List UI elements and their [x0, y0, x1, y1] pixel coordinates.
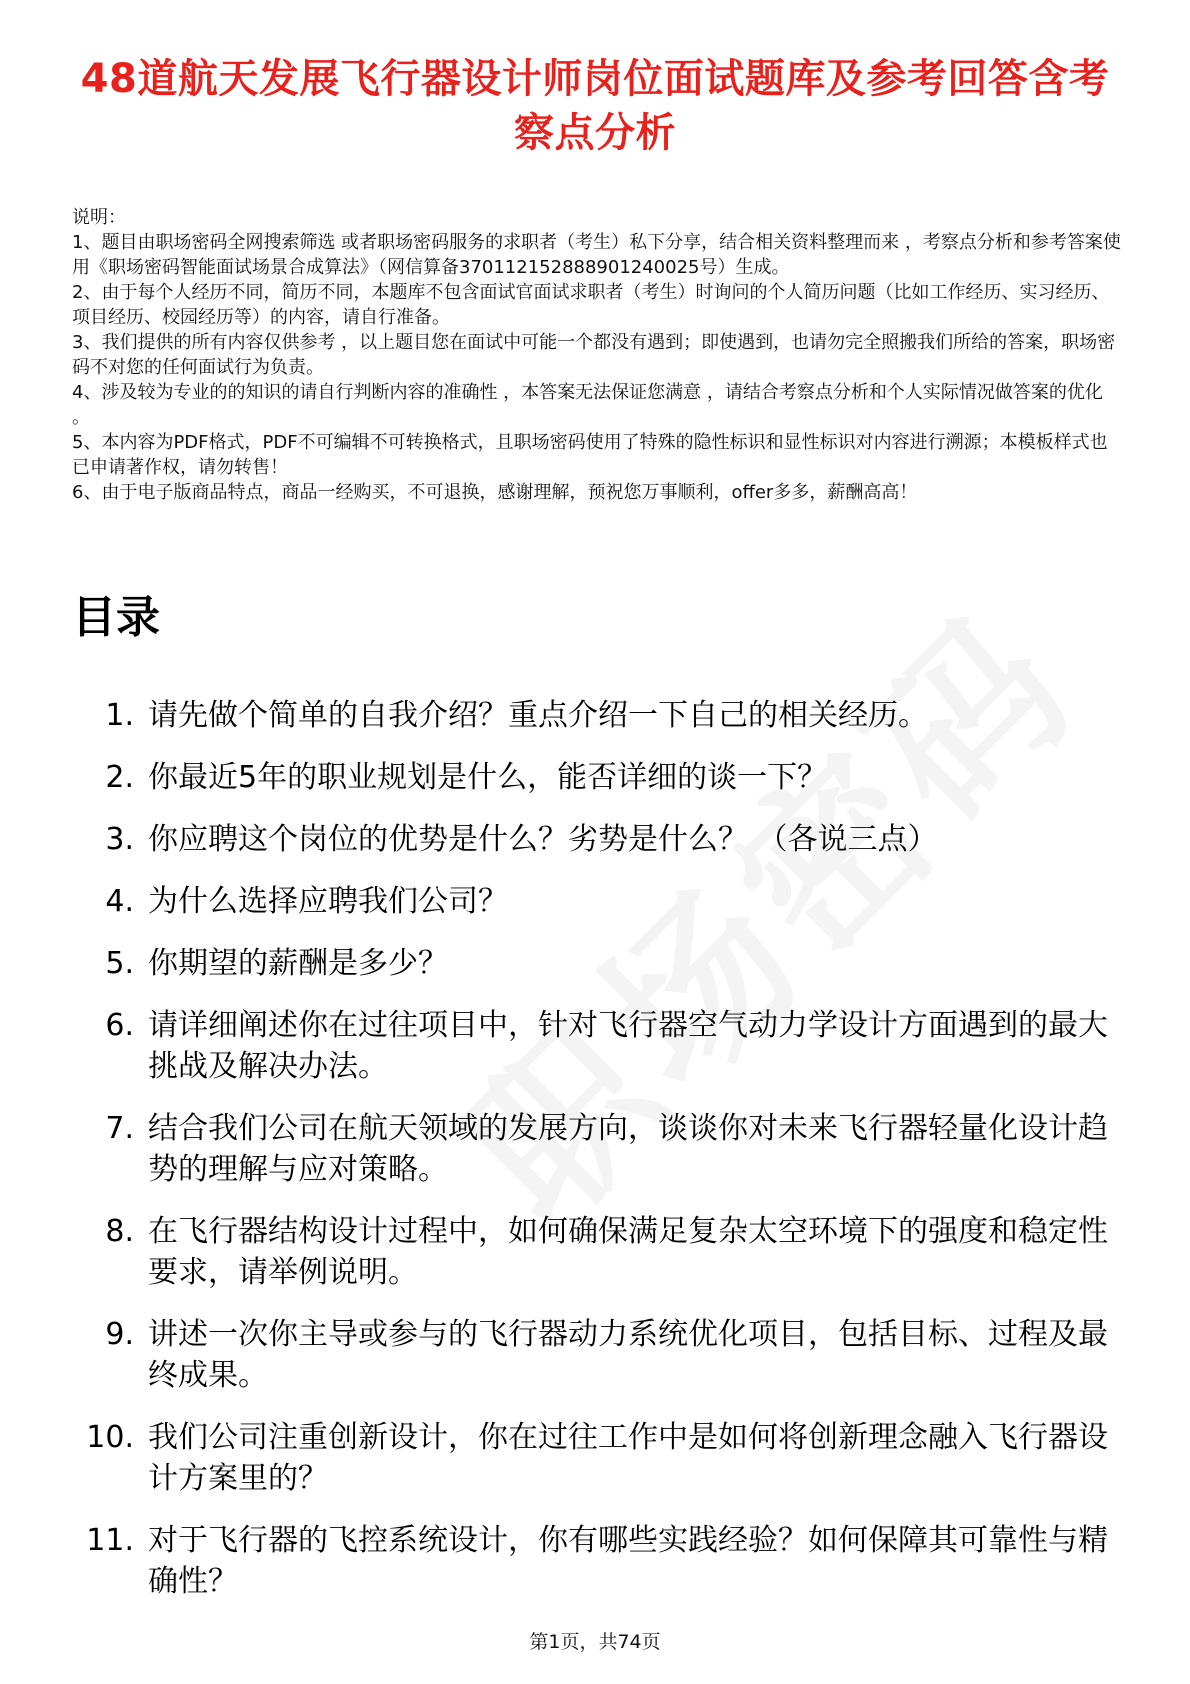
note-item: 1、题目由职场密码全网搜索筛选 或者职场密码服务的求职者（考生）私下分享，结合相关资料整理而来 ，考察点分析和参考答案使用《职场密码智能面试场景合成算法》（网信算备370112152888901240025号）生成。 — [72, 232, 1121, 278]
note-item: 4、涉及较为专业的的知识的请自行判断内容的准确性 ，本答案无法保证您满意 ，请结合考察点分析和个人实际情况做答案的优化 。 — [72, 382, 1103, 428]
toc-item-text: 你最近5年的职业规划是什么，能否详细的谈一下？ — [148, 760, 828, 795]
toc-item-text: 请详细阐述你在过往项目中，针对飞行器空气动力学设计方面遇到的最大挑战及解决办法。 — [148, 1008, 1108, 1084]
toc-item[interactable] — [72, 1005, 1132, 1087]
toc-item-text: 我们公司注重创新设计，你在过往工作中是如何将创新理念融入飞行器设计方案里的？ — [148, 1420, 1108, 1496]
toc-item[interactable] — [72, 819, 1132, 860]
notes-heading: 说明： — [72, 207, 126, 228]
notes-section — [72, 205, 1122, 505]
toc-item-text: 讲述一次你主导或参与的飞行器动力系统优化项目，包括目标、过程及最终成果。 — [148, 1317, 1108, 1393]
page-footer: 第1页，共74页 — [529, 1631, 661, 1653]
toc-list — [72, 695, 1132, 1623]
toc-item[interactable] — [72, 1108, 1132, 1190]
toc-item-text: 你应聘这个岗位的优势是什么？劣势是什么？ （各说三点） — [148, 822, 938, 857]
toc-item-number: 6. — [105, 1008, 134, 1043]
toc-item-number: 4. — [105, 884, 134, 919]
toc-item[interactable] — [72, 1417, 1132, 1499]
toc-item[interactable] — [72, 943, 1132, 984]
toc-item-text: 对于飞行器的飞控系统设计，你有哪些实践经验？如何保障其可靠性与精确性？ — [148, 1523, 1108, 1599]
toc-item-text: 你期望的薪酬是多少？ — [148, 946, 448, 981]
note-item: 5、本内容为PDF格式，PDF不可编辑不可转换格式，且职场密码使用了特殊的隐性标识和显性标识对内容进行溯源；本模板样式也已申请著作权，请勿转售！ — [72, 432, 1108, 478]
note-item: 3、我们提供的所有内容仅供参考 ，以上题目您在面试中可能一个都没有遇到；即使遇到，也请勿完全照搬我们所给的答案，职场密码不对您的任何面试行为负责。 — [72, 332, 1116, 378]
toc-item[interactable] — [72, 1211, 1132, 1293]
document-title: 48道航天发展飞行器设计师岗位面试题库及参考回答含考察点分析 — [80, 56, 1110, 156]
toc-item-number: 1. — [105, 698, 134, 733]
note-item: 6、由于电子版商品特点，商品一经购买，不可退换，感谢理解，预祝您万事顺利，offer多多，薪酬高高！ — [72, 482, 918, 503]
toc-item-number: 2. — [105, 760, 134, 795]
toc-heading: 目录 — [72, 592, 160, 643]
toc-item[interactable] — [72, 1520, 1132, 1602]
toc-item-number: 11. — [86, 1523, 134, 1558]
toc-item[interactable] — [72, 695, 1132, 736]
toc-item-text: 请先做个简单的自我介绍？重点介绍一下自己的相关经历。 — [148, 698, 928, 733]
toc-item-number: 7. — [105, 1111, 134, 1146]
toc-item-text: 为什么选择应聘我们公司？ — [148, 884, 508, 919]
toc-item-text: 结合我们公司在航天领域的发展方向，谈谈你对未来飞行器轻量化设计趋势的理解与应对策略。 — [148, 1111, 1108, 1187]
toc-item-number: 8. — [105, 1214, 134, 1249]
toc-item-text: 在飞行器结构设计过程中，如何确保满足复杂太空环境下的强度和稳定性要求，请举例说明。 — [148, 1214, 1108, 1290]
toc-item[interactable] — [72, 757, 1132, 798]
toc-item-number: 3. — [105, 822, 134, 857]
toc-item[interactable] — [72, 1314, 1132, 1396]
toc-item[interactable] — [72, 881, 1132, 922]
toc-item-number: 5. — [105, 946, 134, 981]
note-item: 2、由于每个人经历不同，简历不同，本题库不包含面试官面试求职者（考生）时询问的个人简历问题（比如工作经历、实习经历、项目经历、校园经历等）的内容，请自行准备。 — [72, 282, 1110, 328]
toc-item-number: 9. — [105, 1317, 134, 1352]
toc-item-number: 10. — [86, 1420, 134, 1455]
